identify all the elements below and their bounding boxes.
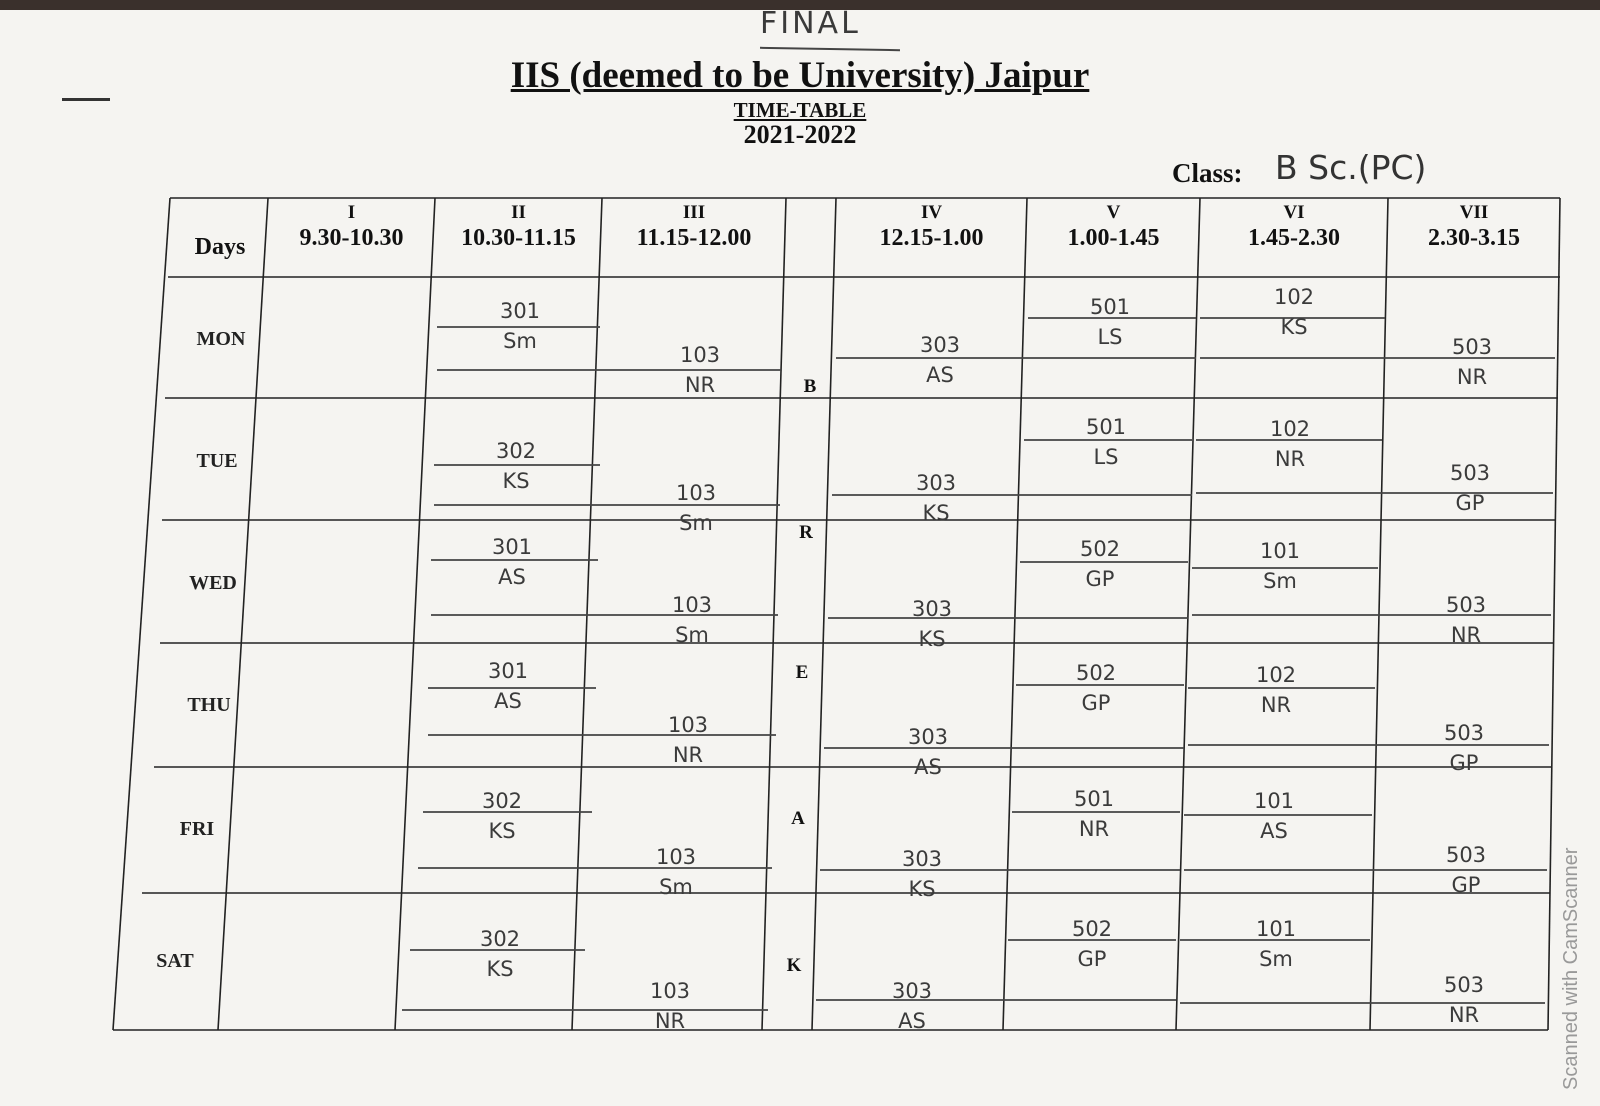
- class-entry: [1384, 718, 1544, 778]
- teacher-initials: Sm: [1263, 569, 1297, 593]
- period-time: 2.30-3.15: [1428, 225, 1520, 251]
- class-entry: [428, 656, 588, 716]
- class-entry: [1030, 292, 1190, 352]
- course-code: 501: [1089, 295, 1131, 319]
- teacher-initials: AS: [498, 565, 526, 589]
- class-entry: [432, 532, 592, 592]
- course-code: 503: [1445, 843, 1487, 867]
- class-entry: [852, 594, 1012, 654]
- course-code: 502: [1071, 917, 1113, 941]
- class-entry: [620, 340, 780, 400]
- course-code: 103: [675, 481, 717, 505]
- period-time: 11.15-12.00: [636, 225, 752, 251]
- class-entry: [1196, 914, 1356, 974]
- teacher-initials: KS: [488, 819, 516, 843]
- class-entry: [832, 976, 992, 1036]
- teacher-initials: LS: [1097, 325, 1123, 349]
- teacher-initials: NR: [1274, 447, 1306, 471]
- class-entry: [1386, 840, 1546, 900]
- teacher-initials: Sm: [503, 329, 537, 353]
- course-code: 301: [499, 299, 541, 323]
- class-entry: [842, 844, 1002, 904]
- course-code: 101: [1253, 789, 1295, 813]
- course-code: 301: [491, 535, 533, 559]
- teacher-initials: GP: [1455, 491, 1485, 515]
- course-code: 102: [1269, 417, 1311, 441]
- class-entry: [856, 468, 1016, 528]
- institution-title: IIS (deemed to be University) Jaipur: [510, 55, 1090, 96]
- period-numeral: V: [1106, 202, 1121, 223]
- class-entry: [860, 330, 1020, 390]
- course-code: 503: [1451, 335, 1493, 359]
- course-code: 503: [1449, 461, 1491, 485]
- class-entry: [848, 722, 1008, 782]
- period-numeral: IV: [920, 202, 943, 223]
- teacher-initials: NR: [1448, 1003, 1480, 1027]
- teacher-initials: GP: [1449, 751, 1479, 775]
- teacher-initials: Sm: [679, 511, 713, 535]
- course-code: 501: [1073, 787, 1115, 811]
- period-time: 10.30-11.15: [461, 225, 576, 251]
- teacher-initials: AS: [898, 1009, 926, 1033]
- course-code: 302: [481, 789, 523, 813]
- class-entry: [1210, 414, 1370, 474]
- class-entry: [420, 924, 580, 984]
- day-label: SAT: [156, 950, 194, 972]
- class-entry: [616, 478, 776, 538]
- teacher-initials: GP: [1085, 567, 1115, 591]
- break-letter: R: [799, 522, 813, 543]
- teacher-initials: KS: [486, 957, 514, 981]
- academic-year: 2021-2022: [743, 120, 857, 149]
- teacher-initials: NR: [1450, 623, 1482, 647]
- course-code: 103: [649, 979, 691, 1003]
- teacher-initials: GP: [1081, 691, 1111, 715]
- course-code: 101: [1259, 539, 1301, 563]
- teacher-initials: NR: [672, 743, 704, 767]
- teacher-initials: KS: [922, 501, 950, 525]
- final-note: FINAL: [760, 6, 861, 41]
- course-code: 102: [1273, 285, 1315, 309]
- day-label: WED: [189, 572, 237, 594]
- timetable-subtitle: TIME-TABLE: [733, 98, 867, 122]
- teacher-initials: NR: [684, 373, 716, 397]
- day-label: THU: [187, 694, 231, 716]
- teacher-initials: GP: [1077, 947, 1107, 971]
- course-code: 303: [911, 597, 953, 621]
- teacher-initials: Sm: [1259, 947, 1293, 971]
- teacher-initials: KS: [1280, 315, 1308, 339]
- class-entry: [1014, 784, 1174, 844]
- period-time: 1.00-1.45: [1067, 225, 1160, 251]
- course-code: 503: [1443, 973, 1485, 997]
- day-label: TUE: [196, 450, 238, 472]
- teacher-initials: AS: [1260, 819, 1288, 843]
- period-numeral: II: [511, 202, 526, 223]
- scanner-watermark: Scanned with CamScanner: [1560, 847, 1582, 1090]
- class-entry: [440, 296, 600, 356]
- teacher-initials: NR: [1260, 693, 1292, 717]
- class-entry: [1196, 660, 1356, 720]
- course-code: 502: [1075, 661, 1117, 685]
- course-code: 503: [1443, 721, 1485, 745]
- day-label: MON: [196, 328, 246, 350]
- class-entry: [1026, 412, 1186, 472]
- break-letter: K: [786, 955, 802, 976]
- course-code: 303: [915, 471, 957, 495]
- teacher-initials: GP: [1451, 873, 1481, 897]
- course-code: 101: [1255, 917, 1297, 941]
- course-code: 503: [1445, 593, 1487, 617]
- class-value: B Sc.(PC): [1275, 148, 1427, 187]
- period-time: 1.45-2.30: [1248, 225, 1340, 251]
- period-time: 9.30-10.30: [299, 225, 404, 251]
- header-days: Days: [194, 234, 246, 260]
- course-code: 501: [1085, 415, 1127, 439]
- course-code: 302: [479, 927, 521, 951]
- course-code: 301: [487, 659, 529, 683]
- course-code: 303: [907, 725, 949, 749]
- course-code: 502: [1079, 537, 1121, 561]
- period-time: 12.15-1.00: [879, 225, 984, 251]
- break-letter: B: [803, 376, 817, 397]
- teacher-initials: AS: [494, 689, 522, 713]
- course-code: 103: [679, 343, 721, 367]
- course-code: 302: [495, 439, 537, 463]
- teacher-initials: KS: [908, 877, 936, 901]
- class-label: Class:: [1172, 158, 1243, 188]
- teacher-initials: NR: [1456, 365, 1488, 389]
- class-entry: [590, 976, 750, 1036]
- course-code: 103: [667, 713, 709, 737]
- teacher-initials: Sm: [675, 623, 709, 647]
- class-entry: [1016, 658, 1176, 718]
- class-entry: [1386, 590, 1546, 650]
- teacher-initials: Sm: [659, 875, 693, 899]
- course-code: 103: [671, 593, 713, 617]
- class-entry: [436, 436, 596, 496]
- period-numeral: I: [347, 202, 356, 223]
- class-entry: [1214, 282, 1374, 342]
- class-entry: [1392, 332, 1552, 392]
- class-entry: [608, 710, 768, 770]
- course-code: 103: [655, 845, 697, 869]
- course-code: 303: [919, 333, 961, 357]
- class-entry: [1020, 534, 1180, 594]
- course-code: 303: [891, 979, 933, 1003]
- class-entry: [596, 842, 756, 902]
- course-code: 303: [901, 847, 943, 871]
- break-letter: A: [791, 808, 805, 829]
- class-entry: [1012, 914, 1172, 974]
- course-code: 102: [1255, 663, 1297, 687]
- break-letter: E: [795, 662, 809, 683]
- teacher-initials: KS: [502, 469, 530, 493]
- class-entry: [1194, 786, 1354, 846]
- class-entry: [1384, 970, 1544, 1030]
- period-numeral: III: [682, 202, 706, 223]
- teacher-initials: AS: [926, 363, 954, 387]
- teacher-initials: NR: [654, 1009, 686, 1033]
- teacher-initials: KS: [918, 627, 946, 651]
- class-entry: [612, 590, 772, 650]
- day-label: FRI: [179, 818, 215, 840]
- class-entry: [1390, 458, 1550, 518]
- class-entry: [422, 786, 582, 846]
- teacher-initials: NR: [1078, 817, 1110, 841]
- teacher-initials: AS: [914, 755, 942, 779]
- class-entry: [1200, 536, 1360, 596]
- teacher-initials: LS: [1093, 445, 1119, 469]
- period-numeral: VI: [1283, 202, 1305, 223]
- period-numeral: VII: [1459, 202, 1489, 223]
